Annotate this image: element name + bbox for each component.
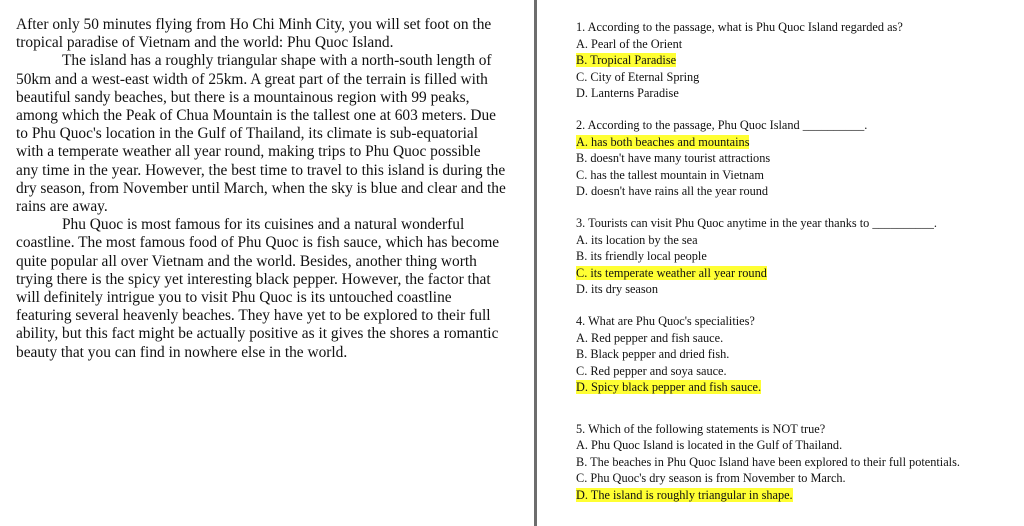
reading-passage bbox=[16, 16, 506, 362]
option-1-b bbox=[576, 52, 1021, 69]
option-label: C. has the tallest mountain in Vietnam bbox=[576, 167, 764, 182]
option-1-a bbox=[576, 36, 1021, 53]
option-1-d bbox=[576, 85, 1021, 102]
option-label: D. Lanterns Paradise bbox=[576, 86, 679, 100]
question-list bbox=[576, 19, 1021, 519]
option-5-a bbox=[576, 437, 1021, 454]
question-text: 3. Tourists can visit Phu Quoc anytime in the year thanks to __________. bbox=[576, 216, 937, 230]
option-label: D. its dry season bbox=[576, 282, 658, 296]
option-2-b bbox=[576, 150, 1021, 167]
option-3-c bbox=[576, 265, 1021, 282]
column-divider bbox=[534, 0, 537, 526]
option-label: B. The beaches in Phu Quoc Island have been explored to their full potentials. bbox=[576, 454, 960, 469]
option-2-a bbox=[576, 134, 1021, 151]
option-4-b bbox=[576, 346, 1021, 363]
highlighted-option-label: D. Spicy black pepper and fish sauce. bbox=[576, 380, 762, 394]
highlighted-option-label: A. has both beaches and mountains bbox=[576, 134, 750, 149]
option-2-d bbox=[576, 183, 1021, 200]
option-5-b bbox=[576, 454, 1021, 471]
option-4-c bbox=[576, 363, 1021, 380]
option-3-d bbox=[576, 281, 1021, 298]
highlighted-option-label: C. its temperate weather all year round bbox=[576, 265, 767, 280]
option-label: C. Red pepper and soya sauce. bbox=[576, 363, 727, 378]
option-4-a bbox=[576, 330, 1021, 347]
option-2-c bbox=[576, 167, 1021, 184]
question-3 bbox=[576, 215, 1021, 298]
option-1-c bbox=[576, 69, 1021, 86]
highlighted-option-label: B. Tropical Paradise bbox=[576, 53, 677, 67]
option-label: B. its friendly local people bbox=[576, 249, 707, 263]
option-3-b bbox=[576, 248, 1021, 265]
option-label: A. Phu Quoc Island is located in the Gulf of Thailand. bbox=[576, 438, 843, 452]
question-1 bbox=[576, 19, 1021, 102]
question-4 bbox=[576, 313, 1021, 396]
question-text: 2. According to the passage, Phu Quoc Island __________. bbox=[576, 118, 868, 132]
option-label: C. City of Eternal Spring bbox=[576, 69, 700, 84]
passage-paragraph-3: Phu Quoc is most famous for its cuisines and a natural wonderful coastline. The most famous food of Phu Quoc is fish sauce, which has become quite popular all over Vietnam and the world. Besides, another thing worth trying there is the spicy yet interesting black pepper. However, the factor that will definitely intrigue you to visit Phu Quoc is its untouched coastline featuring several heavenly beaches. They have yet to be explored to their full ability, but this fact might be actually positive as it gives the shores a romantic beauty that you can find in nowhere else in the world. bbox=[16, 216, 500, 361]
option-label: D. doesn't have rains all the year round bbox=[576, 184, 769, 198]
option-label: A. Red pepper and fish sauce. bbox=[576, 330, 724, 345]
option-3-a bbox=[576, 232, 1021, 249]
question-2 bbox=[576, 117, 1021, 200]
option-5-d bbox=[576, 487, 1021, 504]
option-label: B. doesn't have many tourist attractions bbox=[576, 151, 771, 165]
option-label: A. its location by the sea bbox=[576, 232, 698, 247]
option-4-d bbox=[576, 379, 1021, 396]
question-5 bbox=[576, 421, 1021, 504]
passage-paragraph-2: The island has a roughly triangular shape with a north-south length of 50km and a west-east width of 25km. A great part of the terrain is filled with beautiful sandy beaches, but there is a mountainous region with 99 peaks, among which the Peak of Chua Mountain is the tallest one at 603 meters. Due to Phu Quoc's location in the Gulf of Thailand, its climate is sub-equatorial with a temperate weather all year round, making trips to Phu Quoc possible any time in the year. However, the best time to travel to this island is during the dry season, from November until March, when the sky is blue and clear and the rains are away. bbox=[16, 52, 506, 216]
option-label: C. Phu Quoc's dry season is from November to March. bbox=[576, 471, 846, 485]
option-label: A. Pearl of the Orient bbox=[576, 36, 683, 51]
question-text: 4. What are Phu Quoc's specialities? bbox=[576, 314, 755, 328]
question-text: 5. Which of the following statements is NOT true? bbox=[576, 421, 826, 436]
question-text: 1. According to the passage, what is Phu Quoc Island regarded as? bbox=[576, 20, 903, 34]
option-label: B. Black pepper and dried fish. bbox=[576, 347, 730, 361]
passage-paragraph-1: After only 50 minutes flying from Ho Chi Minh City, you will set foot on the tropical paradise of Vietnam and the world: Phu Quoc Island. bbox=[16, 16, 492, 52]
highlighted-option-label: D. The island is roughly triangular in shape. bbox=[576, 487, 793, 502]
option-5-c bbox=[576, 470, 1021, 487]
